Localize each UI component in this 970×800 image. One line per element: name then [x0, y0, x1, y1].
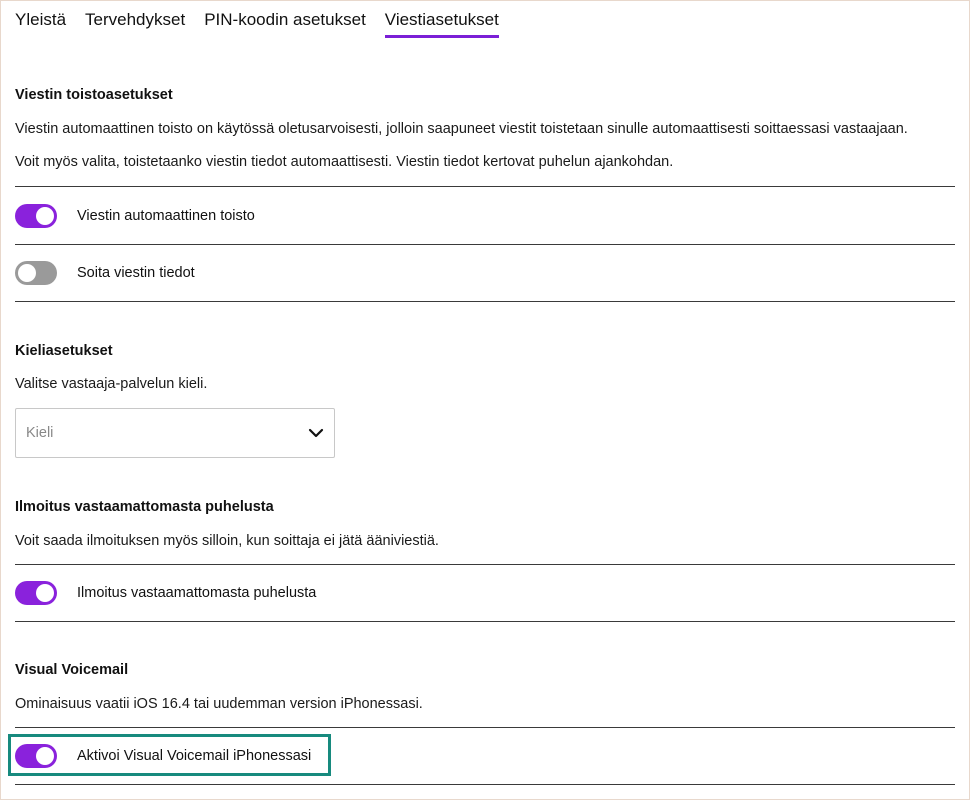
- language-select-value: Kieli: [26, 425, 54, 441]
- auto-play-label: Viestin automaattinen toisto: [77, 208, 255, 224]
- play-info-label: Soita viestin tiedot: [77, 265, 195, 281]
- tab-pin-settings[interactable]: PIN-koodin asetukset: [204, 10, 366, 29]
- missed-call-row: [15, 573, 955, 613]
- play-info-toggle[interactable]: [15, 261, 57, 285]
- divider: [15, 186, 955, 187]
- missed-call-toggle[interactable]: [15, 581, 57, 605]
- missed-call-label: Ilmoitus vastaamattomasta puhelusta: [77, 585, 317, 601]
- divider: [15, 621, 955, 622]
- language-description: Valitse vastaaja-palvelun kieli.: [15, 376, 208, 392]
- divider: [15, 784, 955, 785]
- toggle-knob: [36, 207, 54, 225]
- divider: [15, 301, 955, 302]
- playback-description-1: Viestin automaattinen toisto on käytössä oletusarvoisesti, jolloin saapuneet viestit toistetaan sinulle automaattisesti soittaessasi vastaajaan.: [15, 121, 908, 137]
- visual-voicemail-heading: Visual Voicemail: [15, 662, 129, 678]
- chevron-down-icon: [308, 425, 324, 441]
- highlight-box: [8, 734, 331, 776]
- visual-voicemail-description: Ominaisuus vaatii iOS 16.4 tai uudemman version iPhonessasi.: [15, 696, 423, 712]
- toggle-knob: [18, 264, 36, 282]
- toggle-knob: [36, 584, 54, 602]
- auto-play-toggle[interactable]: [15, 204, 57, 228]
- tab-greetings[interactable]: Tervehdykset: [85, 10, 186, 29]
- auto-play-row: [15, 196, 955, 236]
- divider: [15, 564, 955, 565]
- tab-general[interactable]: Yleistä: [15, 10, 67, 29]
- visual-voicemail-label: Aktivoi Visual Voicemail iPhonessasi: [77, 748, 312, 764]
- language-select[interactable]: [15, 408, 335, 458]
- divider: [15, 244, 955, 245]
- language-heading: Kieliasetukset: [15, 343, 113, 359]
- missed-call-description: Voit saada ilmoituksen myös silloin, kun soittaja ei jätä ääniviestiä.: [15, 533, 439, 549]
- playback-heading: Viestin toistoasetukset: [15, 87, 173, 103]
- tab-message-settings[interactable]: Viestiasetukset: [385, 0, 499, 40]
- missed-call-heading: Ilmoitus vastaamattomasta puhelusta: [15, 499, 274, 515]
- tab-bar: [15, 0, 518, 40]
- divider: [15, 727, 955, 728]
- play-info-row: [15, 253, 955, 293]
- playback-description-2: Voit myös valita, toistetaanko viestin tiedot automaattisesti. Viestin tiedot kertovat puhelun ajankohdan.: [15, 154, 674, 170]
